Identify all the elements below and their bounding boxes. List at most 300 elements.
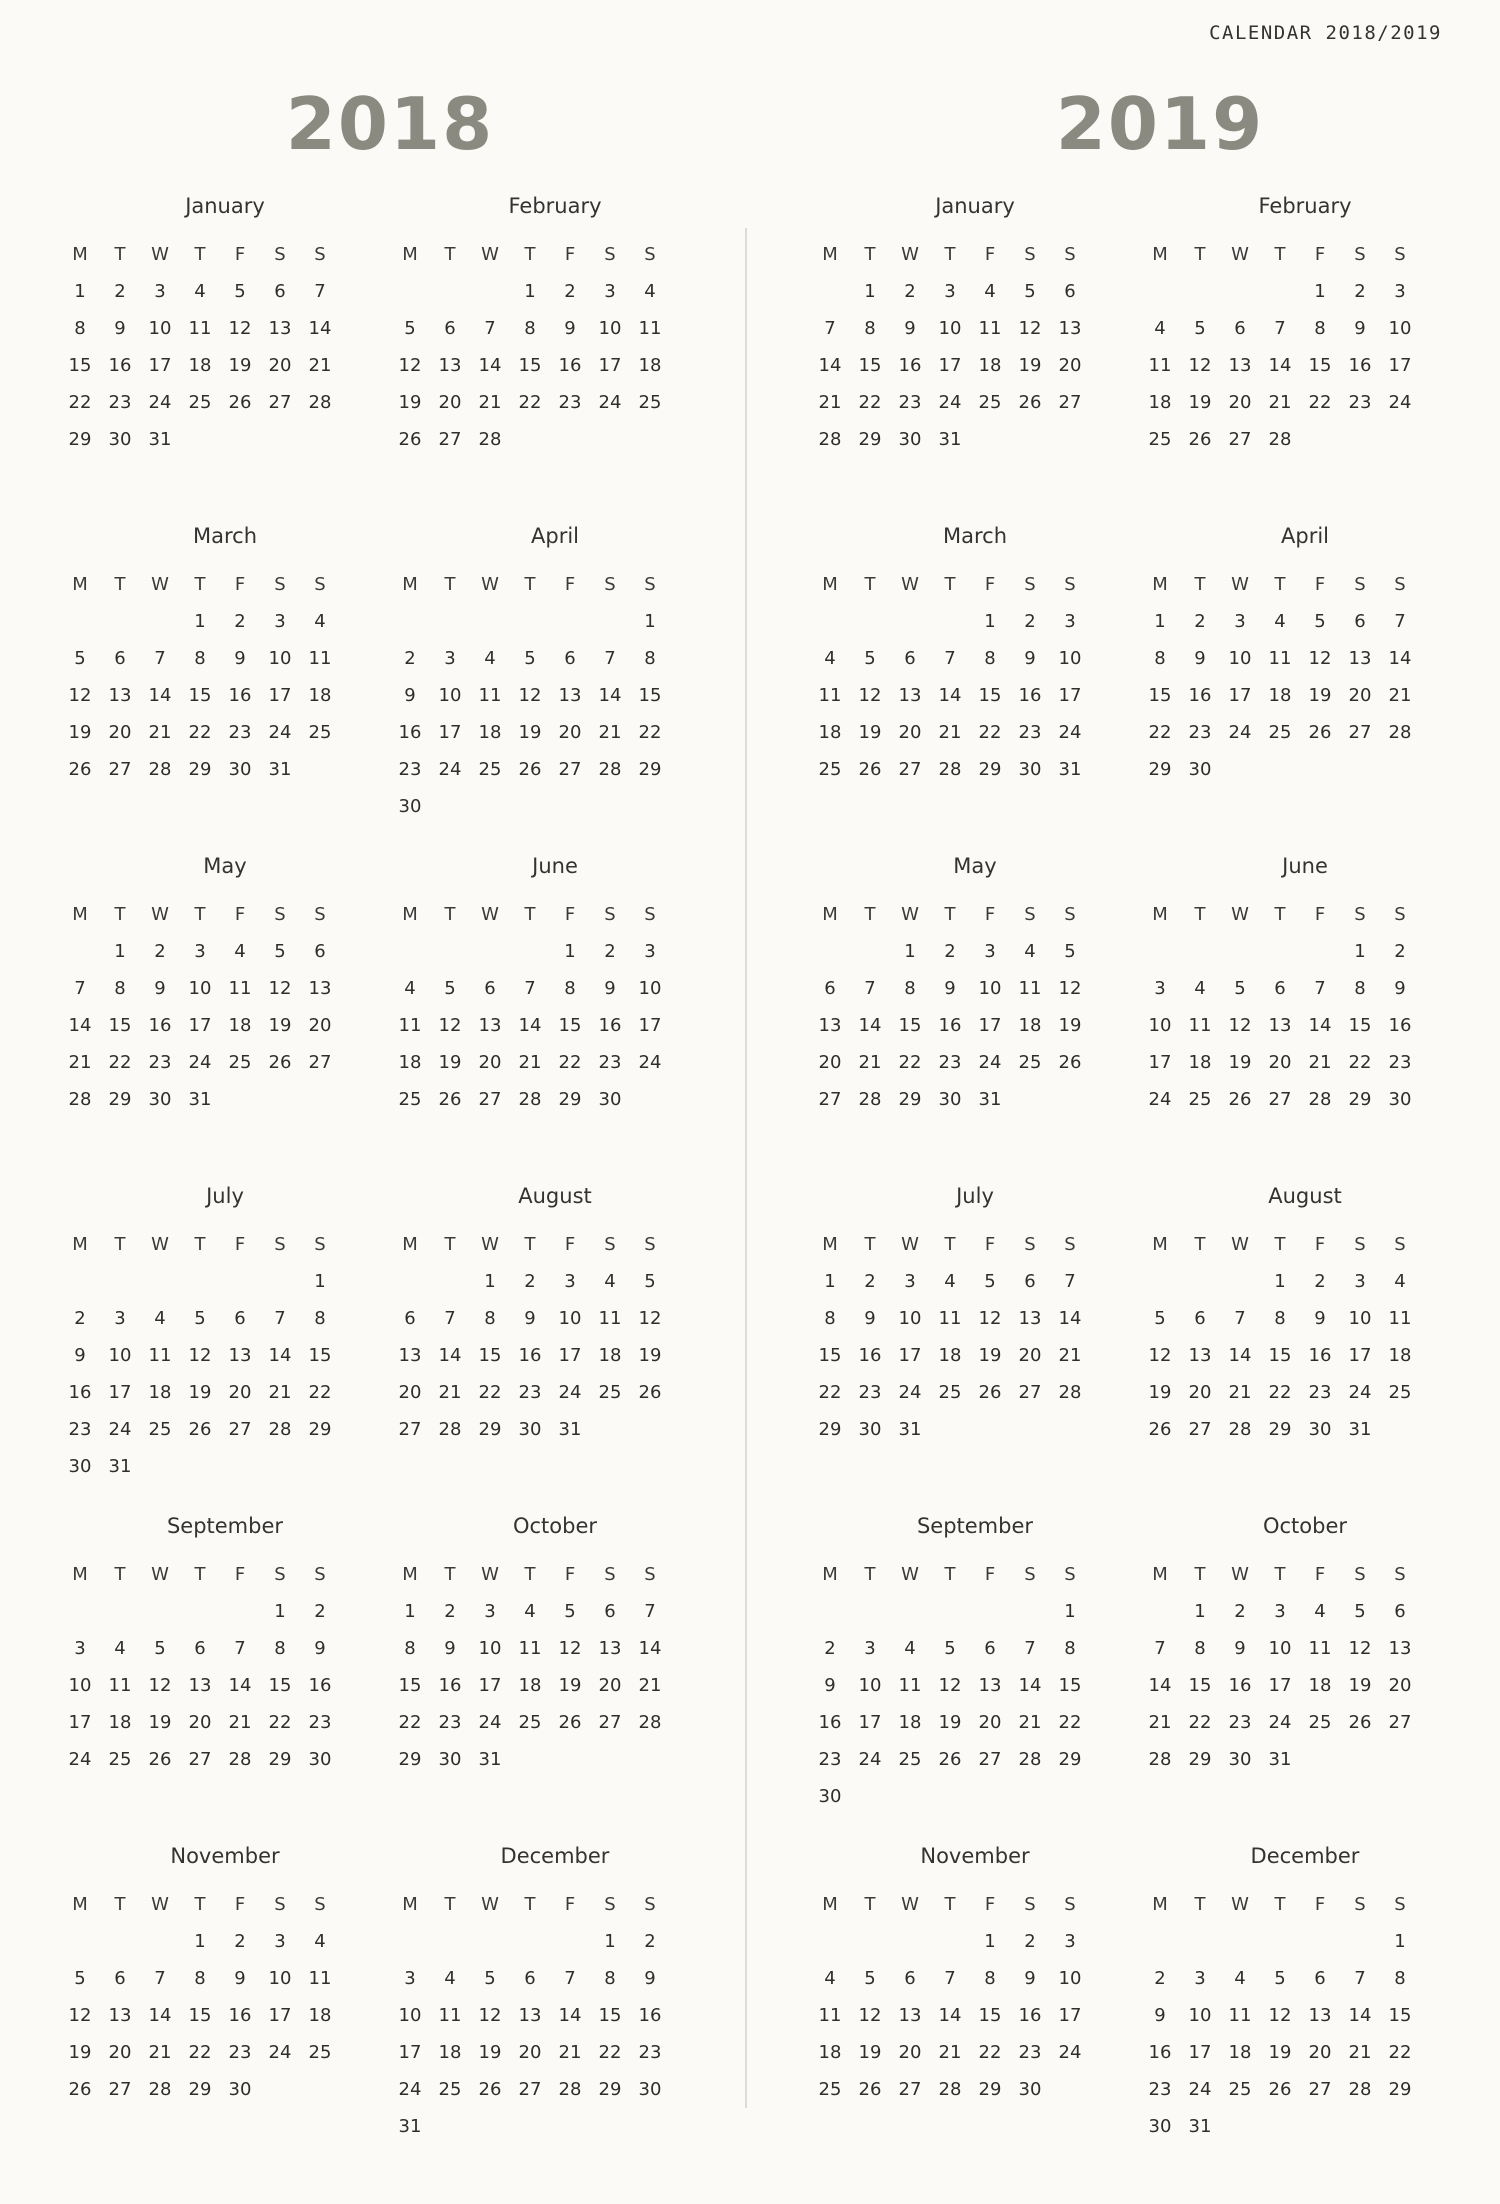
days-grid xyxy=(390,1923,720,2145)
weekday-label: W xyxy=(901,1894,919,1915)
day-cell: 17 xyxy=(898,1345,922,1366)
day-cell: 24 xyxy=(438,759,462,780)
day-cell: 22 xyxy=(978,722,1002,743)
weekday-label: T xyxy=(1194,574,1206,595)
weekday-label: S xyxy=(274,904,286,925)
day-cell: 26 xyxy=(1348,1712,1372,1733)
empty-cell xyxy=(1220,273,1260,310)
empty-cell xyxy=(1010,1593,1050,1630)
month-block-may xyxy=(810,852,1140,1182)
day-cell: 7 xyxy=(314,281,326,302)
day-cell: 3 xyxy=(1154,978,1166,999)
weekday-label: T xyxy=(444,244,456,265)
empty-cell xyxy=(850,1923,890,1960)
weekday-label: S xyxy=(1024,1234,1036,1255)
weekday-label: T xyxy=(444,1894,456,1915)
day-cell: 8 xyxy=(984,1968,996,1989)
day-cell: 9 xyxy=(1314,1308,1326,1329)
day-cell: 29 xyxy=(478,1419,502,1440)
weekday-header xyxy=(1140,566,1470,603)
day-cell: 30 xyxy=(858,1419,882,1440)
empty-cell xyxy=(590,603,630,640)
days-grid xyxy=(810,933,1140,1118)
day-cell: 19 xyxy=(978,1345,1002,1366)
day-cell: 10 xyxy=(398,2005,422,2026)
day-cell: 2 xyxy=(864,1271,876,1292)
day-cell: 17 xyxy=(1188,2042,1212,2063)
day-cell: 29 xyxy=(108,1089,132,1110)
day-cell: 26 xyxy=(858,2079,882,2100)
day-cell: 14 xyxy=(558,2005,582,2026)
weekday-label: T xyxy=(194,574,206,595)
day-cell: 9 xyxy=(864,1308,876,1329)
day-cell: 26 xyxy=(1188,429,1212,450)
day-cell: 25 xyxy=(818,759,842,780)
weekday-label: F xyxy=(984,574,996,595)
day-cell: 24 xyxy=(268,722,292,743)
day-cell: 31 xyxy=(898,1419,922,1440)
day-cell: 24 xyxy=(898,1382,922,1403)
weekday-label: T xyxy=(114,904,126,925)
day-cell: 5 xyxy=(644,1271,656,1292)
day-cell: 25 xyxy=(188,392,212,413)
day-cell: 15 xyxy=(1188,1675,1212,1696)
day-cell: 22 xyxy=(268,1712,292,1733)
day-cell: 18 xyxy=(1188,1052,1212,1073)
day-cell: 27 xyxy=(1228,429,1252,450)
day-cell: 12 xyxy=(858,685,882,706)
day-cell: 19 xyxy=(228,355,252,376)
weekday-header xyxy=(810,236,1140,273)
day-cell: 17 xyxy=(1058,2005,1082,2026)
day-cell: 20 xyxy=(1388,1675,1412,1696)
day-cell: 16 xyxy=(398,722,422,743)
day-cell: 18 xyxy=(938,1345,962,1366)
day-cell: 18 xyxy=(228,1015,252,1036)
empty-cell xyxy=(930,603,970,640)
weekday-header xyxy=(60,1886,390,1923)
day-cell: 17 xyxy=(938,355,962,376)
day-cell: 15 xyxy=(188,2005,212,2026)
day-cell: 5 xyxy=(234,281,246,302)
weekday-label: T xyxy=(114,1564,126,1585)
day-cell: 17 xyxy=(638,1015,662,1036)
day-cell: 25 xyxy=(1148,429,1172,450)
day-cell: 3 xyxy=(74,1638,86,1659)
day-cell: 6 xyxy=(904,1968,916,1989)
day-cell: 27 xyxy=(1058,392,1082,413)
day-cell: 18 xyxy=(188,355,212,376)
day-cell: 4 xyxy=(604,1271,616,1292)
days-grid xyxy=(810,603,1140,788)
day-cell: 15 xyxy=(978,2005,1002,2026)
day-cell: 25 xyxy=(308,2042,332,2063)
day-cell: 28 xyxy=(518,1089,542,1110)
weekday-label: T xyxy=(524,1234,536,1255)
year-column-2019 xyxy=(810,0,1500,2204)
weekday-label: T xyxy=(114,1894,126,1915)
day-cell: 11 xyxy=(1148,355,1172,376)
day-cell: 14 xyxy=(308,318,332,339)
empty-cell xyxy=(390,1923,430,1960)
day-cell: 30 xyxy=(1148,2116,1172,2137)
day-cell: 2 xyxy=(314,1601,326,1622)
day-cell: 7 xyxy=(1064,1271,1076,1292)
empty-cell xyxy=(930,1923,970,1960)
day-cell: 26 xyxy=(938,1749,962,1770)
month-name: June xyxy=(1282,854,1328,878)
day-cell: 2 xyxy=(944,941,956,962)
day-cell: 13 xyxy=(188,1675,212,1696)
empty-cell xyxy=(1180,933,1220,970)
weekday-label: T xyxy=(114,574,126,595)
days-grid xyxy=(1140,603,1470,788)
weekday-label: T xyxy=(1194,1564,1206,1585)
day-cell: 26 xyxy=(148,1749,172,1770)
day-cell: 8 xyxy=(1154,648,1166,669)
day-cell: 28 xyxy=(1268,429,1292,450)
days-grid xyxy=(1140,273,1470,458)
weekday-label: T xyxy=(864,1564,876,1585)
day-cell: 6 xyxy=(314,941,326,962)
day-cell: 28 xyxy=(1348,2079,1372,2100)
day-cell: 2 xyxy=(1354,281,1366,302)
day-cell: 4 xyxy=(1024,941,1036,962)
day-cell: 10 xyxy=(148,318,172,339)
day-cell: 19 xyxy=(68,722,92,743)
day-cell: 28 xyxy=(818,429,842,450)
day-cell: 24 xyxy=(1228,722,1252,743)
day-cell: 13 xyxy=(1308,2005,1332,2026)
empty-cell xyxy=(470,1923,510,1960)
day-cell: 18 xyxy=(1018,1015,1042,1036)
weekday-label: W xyxy=(1231,1234,1249,1255)
day-cell: 7 xyxy=(1394,611,1406,632)
weekday-label: S xyxy=(1064,904,1076,925)
day-cell: 20 xyxy=(268,355,292,376)
weekday-label: T xyxy=(524,574,536,595)
empty-cell xyxy=(470,933,510,970)
weekday-label: S xyxy=(644,1894,656,1915)
day-cell: 8 xyxy=(194,648,206,669)
day-cell: 13 xyxy=(438,355,462,376)
weekday-label: F xyxy=(984,1234,996,1255)
day-cell: 14 xyxy=(1268,355,1292,376)
day-cell: 21 xyxy=(148,2042,172,2063)
day-cell: 17 xyxy=(1228,685,1252,706)
day-cell: 7 xyxy=(604,648,616,669)
month-name: September xyxy=(166,1514,284,1538)
day-cell: 1 xyxy=(114,941,126,962)
empty-cell xyxy=(390,933,430,970)
day-cell: 31 xyxy=(1268,1749,1292,1770)
day-cell: 15 xyxy=(188,685,212,706)
day-cell: 16 xyxy=(1018,2005,1042,2026)
weekday-label: S xyxy=(1024,904,1036,925)
day-cell: 4 xyxy=(904,1638,916,1659)
day-cell: 10 xyxy=(1058,1968,1082,1989)
day-cell: 8 xyxy=(484,1308,496,1329)
day-cell: 21 xyxy=(1018,1712,1042,1733)
day-cell: 11 xyxy=(1308,1638,1332,1659)
weekday-label: S xyxy=(1024,244,1036,265)
day-cell: 10 xyxy=(188,978,212,999)
day-cell: 7 xyxy=(1314,978,1326,999)
day-cell: 30 xyxy=(518,1419,542,1440)
day-cell: 31 xyxy=(978,1089,1002,1110)
day-cell: 29 xyxy=(1148,759,1172,780)
day-cell: 12 xyxy=(148,1675,172,1696)
empty-cell xyxy=(1260,933,1300,970)
month-block-march xyxy=(810,522,1140,852)
day-cell: 12 xyxy=(1228,1015,1252,1036)
day-cell: 1 xyxy=(524,281,536,302)
day-cell: 26 xyxy=(68,2079,92,2100)
month-block-december xyxy=(1140,1842,1470,2172)
day-cell: 16 xyxy=(108,355,132,376)
weekday-header xyxy=(390,1226,720,1263)
day-cell: 4 xyxy=(1154,318,1166,339)
days-grid xyxy=(390,273,720,458)
day-cell: 17 xyxy=(148,355,172,376)
weekday-label: T xyxy=(944,244,956,265)
month-block-april xyxy=(390,522,720,852)
day-cell: 2 xyxy=(1394,941,1406,962)
day-cell: 20 xyxy=(598,1675,622,1696)
day-cell: 22 xyxy=(308,1382,332,1403)
day-cell: 22 xyxy=(398,1712,422,1733)
day-cell: 30 xyxy=(1308,1419,1332,1440)
day-cell: 7 xyxy=(1274,318,1286,339)
empty-cell xyxy=(430,933,470,970)
day-cell: 5 xyxy=(1354,1601,1366,1622)
weekday-label: T xyxy=(194,1564,206,1585)
day-cell: 12 xyxy=(1348,1638,1372,1659)
day-cell: 9 xyxy=(234,1968,246,1989)
day-cell: 21 xyxy=(268,1382,292,1403)
day-cell: 3 xyxy=(404,1968,416,1989)
weekday-label: F xyxy=(984,244,996,265)
day-cell: 4 xyxy=(824,648,836,669)
day-cell: 28 xyxy=(1018,1749,1042,1770)
day-cell: 2 xyxy=(234,1931,246,1952)
months-grid xyxy=(810,192,1500,2172)
empty-cell xyxy=(180,1593,220,1630)
day-cell: 11 xyxy=(898,1675,922,1696)
month-name: October xyxy=(1262,1514,1348,1538)
day-cell: 2 xyxy=(154,941,166,962)
day-cell: 18 xyxy=(978,355,1002,376)
day-cell: 15 xyxy=(978,685,1002,706)
weekday-header xyxy=(810,896,1140,933)
day-cell: 5 xyxy=(444,978,456,999)
day-cell: 28 xyxy=(1228,1419,1252,1440)
day-cell: 3 xyxy=(944,281,956,302)
day-cell: 30 xyxy=(1188,759,1212,780)
weekday-header xyxy=(390,1886,720,1923)
day-cell: 27 xyxy=(188,1749,212,1770)
month-name: July xyxy=(206,1184,244,1208)
empty-cell xyxy=(260,1263,300,1300)
day-cell: 1 xyxy=(194,1931,206,1952)
day-cell: 19 xyxy=(148,1712,172,1733)
empty-cell xyxy=(470,603,510,640)
month-name: August xyxy=(518,1184,592,1208)
day-cell: 21 xyxy=(558,2042,582,2063)
weekday-label: W xyxy=(901,904,919,925)
weekday-label: T xyxy=(864,904,876,925)
day-cell: 3 xyxy=(484,1601,496,1622)
day-cell: 19 xyxy=(1348,1675,1372,1696)
day-cell: 31 xyxy=(398,2116,422,2137)
day-cell: 21 xyxy=(228,1712,252,1733)
weekday-header xyxy=(60,896,390,933)
weekday-header xyxy=(390,236,720,273)
day-cell: 28 xyxy=(68,1089,92,1110)
empty-cell xyxy=(100,1923,140,1960)
day-cell: 11 xyxy=(1268,648,1292,669)
weekday-label: S xyxy=(274,244,286,265)
weekday-label: M xyxy=(822,904,838,925)
weekday-label: F xyxy=(1314,244,1326,265)
weekday-label: T xyxy=(944,574,956,595)
day-cell: 1 xyxy=(1064,1601,1076,1622)
day-cell: 14 xyxy=(518,1015,542,1036)
day-cell: 21 xyxy=(1348,2042,1372,2063)
weekday-label: T xyxy=(114,244,126,265)
days-grid xyxy=(60,273,390,458)
days-grid xyxy=(60,1263,390,1485)
day-cell: 4 xyxy=(644,281,656,302)
day-cell: 25 xyxy=(1228,2079,1252,2100)
day-cell: 25 xyxy=(108,1749,132,1770)
day-cell: 4 xyxy=(524,1601,536,1622)
day-cell: 27 xyxy=(1268,1089,1292,1110)
weekday-label: W xyxy=(151,574,169,595)
weekday-label: M xyxy=(402,1894,418,1915)
day-cell: 25 xyxy=(398,1089,422,1110)
day-cell: 3 xyxy=(1354,1271,1366,1292)
empty-cell xyxy=(1140,1263,1180,1300)
day-cell: 26 xyxy=(1268,2079,1292,2100)
day-cell: 20 xyxy=(1268,1052,1292,1073)
day-cell: 21 xyxy=(938,2042,962,2063)
month-block-october xyxy=(390,1512,720,1842)
weekday-label: S xyxy=(314,1234,326,1255)
day-cell: 18 xyxy=(148,1382,172,1403)
day-cell: 29 xyxy=(558,1089,582,1110)
day-cell: 19 xyxy=(938,1712,962,1733)
day-cell: 30 xyxy=(598,1089,622,1110)
day-cell: 5 xyxy=(984,1271,996,1292)
day-cell: 14 xyxy=(438,1345,462,1366)
day-cell: 7 xyxy=(234,1638,246,1659)
day-cell: 5 xyxy=(564,1601,576,1622)
day-cell: 10 xyxy=(1148,1015,1172,1036)
day-cell: 3 xyxy=(1064,1931,1076,1952)
day-cell: 15 xyxy=(858,355,882,376)
day-cell: 21 xyxy=(938,722,962,743)
weekday-label: T xyxy=(524,244,536,265)
day-cell: 30 xyxy=(108,429,132,450)
day-cell: 3 xyxy=(564,1271,576,1292)
day-cell: 14 xyxy=(818,355,842,376)
day-cell: 23 xyxy=(1188,722,1212,743)
weekday-label: F xyxy=(1314,904,1326,925)
days-grid xyxy=(810,1923,1140,2108)
weekday-label: M xyxy=(72,1894,88,1915)
day-cell: 12 xyxy=(68,2005,92,2026)
day-cell: 7 xyxy=(154,1968,166,1989)
day-cell: 11 xyxy=(598,1308,622,1329)
day-cell: 31 xyxy=(188,1089,212,1110)
day-cell: 2 xyxy=(404,648,416,669)
day-cell: 17 xyxy=(598,355,622,376)
day-cell: 16 xyxy=(518,1345,542,1366)
year-column-2018 xyxy=(60,0,760,2204)
day-cell: 29 xyxy=(638,759,662,780)
day-cell: 1 xyxy=(194,611,206,632)
month-name: November xyxy=(170,1844,280,1868)
day-cell: 15 xyxy=(1058,1675,1082,1696)
day-cell: 23 xyxy=(858,1382,882,1403)
day-cell: 1 xyxy=(904,941,916,962)
weekday-label: F xyxy=(984,1564,996,1585)
day-cell: 7 xyxy=(74,978,86,999)
day-cell: 14 xyxy=(938,2005,962,2026)
day-cell: 27 xyxy=(978,1749,1002,1770)
day-cell: 27 xyxy=(308,1052,332,1073)
day-cell: 16 xyxy=(1148,2042,1172,2063)
empty-cell xyxy=(890,1923,930,1960)
day-cell: 1 xyxy=(1154,611,1166,632)
day-cell: 15 xyxy=(68,355,92,376)
day-cell: 27 xyxy=(438,429,462,450)
month-name: July xyxy=(956,1184,994,1208)
weekday-label: M xyxy=(72,244,88,265)
empty-cell xyxy=(1260,1923,1300,1960)
day-cell: 27 xyxy=(108,759,132,780)
months-grid xyxy=(60,192,760,2172)
day-cell: 27 xyxy=(398,1419,422,1440)
day-cell: 30 xyxy=(228,2079,252,2100)
day-cell: 26 xyxy=(858,759,882,780)
day-cell: 12 xyxy=(478,2005,502,2026)
day-cell: 31 xyxy=(108,1456,132,1477)
day-cell: 22 xyxy=(1308,392,1332,413)
empty-cell xyxy=(430,1923,470,1960)
day-cell: 4 xyxy=(314,1931,326,1952)
day-cell: 4 xyxy=(1394,1271,1406,1292)
empty-cell xyxy=(1220,1263,1260,1300)
weekday-label: M xyxy=(1152,1894,1168,1915)
day-cell: 24 xyxy=(978,1052,1002,1073)
day-cell: 19 xyxy=(68,2042,92,2063)
day-cell: 6 xyxy=(904,648,916,669)
day-cell: 27 xyxy=(518,2079,542,2100)
day-cell: 9 xyxy=(1024,1968,1036,1989)
day-cell: 29 xyxy=(1268,1419,1292,1440)
day-cell: 14 xyxy=(478,355,502,376)
weekday-label: S xyxy=(644,904,656,925)
day-cell: 4 xyxy=(1314,1601,1326,1622)
day-cell: 28 xyxy=(148,759,172,780)
weekday-label: T xyxy=(524,904,536,925)
day-cell: 9 xyxy=(564,318,576,339)
day-cell: 22 xyxy=(68,392,92,413)
weekday-label: F xyxy=(984,904,996,925)
day-cell: 4 xyxy=(404,978,416,999)
